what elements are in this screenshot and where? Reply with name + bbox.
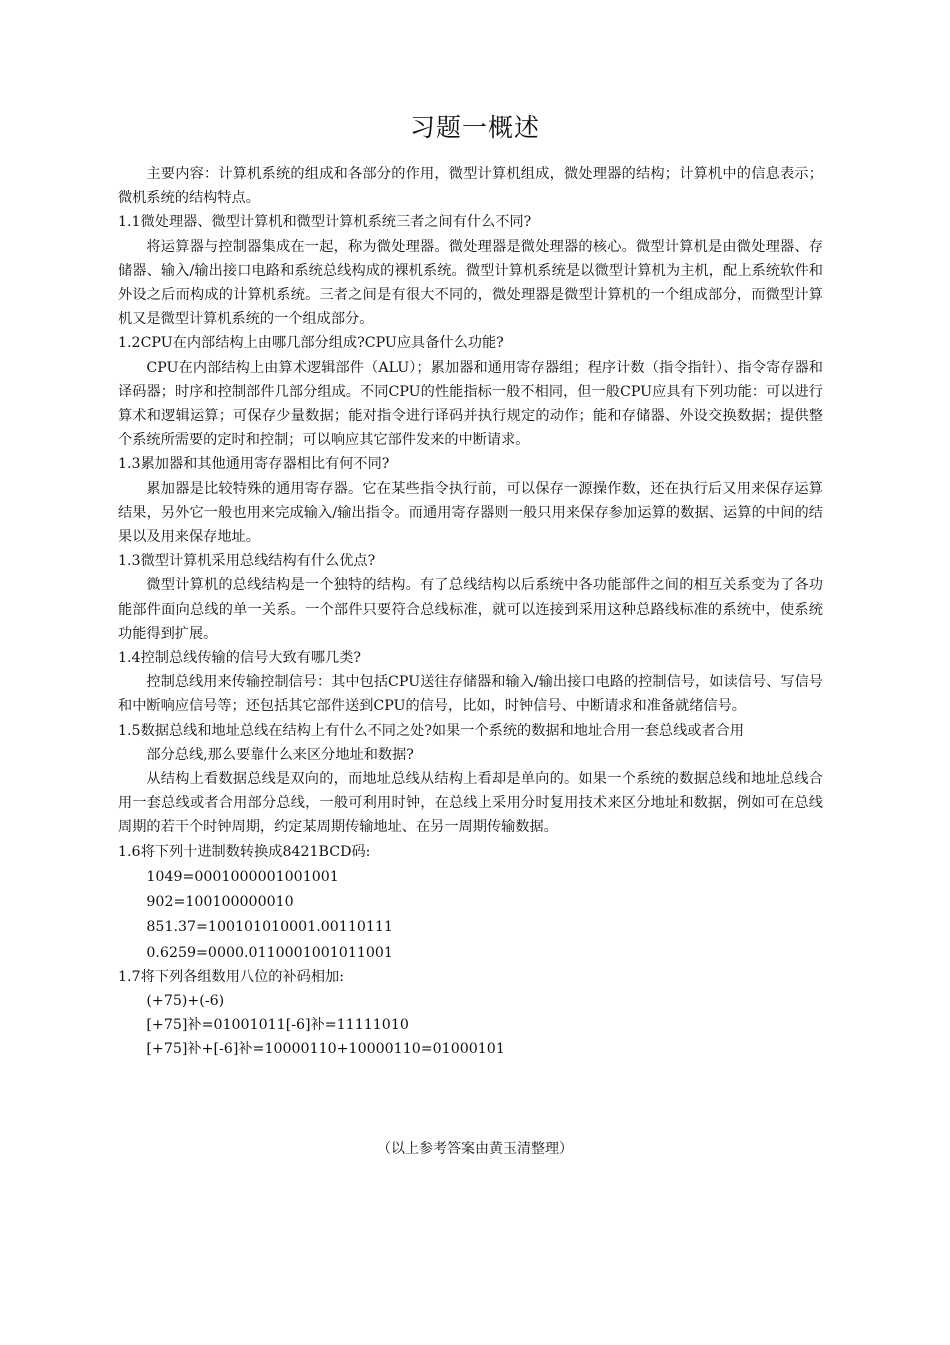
question-1-3b: 1.3微型计算机采用总线结构有什么优点? [118,553,376,570]
bcd-line: 902=100100000010 [146,894,294,911]
question-1-2: 1.2CPU在内部结构上由哪几部分组成?CPU应具备什么功能? [118,335,504,352]
question-1-5-line-2: 部分总线,那么要靠什么来区分地址和数据? [146,746,414,763]
question-1-1: 1.1微处理器、微型计算机和微型计算机系统三者之间有什么不同? [118,214,532,231]
bcd-line: 1049=0001000001001001 [146,868,339,885]
complement-line: (+75)+(-6) [146,992,225,1009]
answer-1-1: 将运算器与控制器集成在一起，称为微处理器。微处理器是微处理器的核心。微型计算机是由微处理器、存储器、输入/输出接口电路和系统总线构成的裸机系统。微型计算机系统是以微型计算机为主机，配上系统软件和外设之后而构成的计算机系统。三者之间是有很大不同的，微处理器是微型计算机的一个组成部分，而微型计算机又是微型计算机系统的一个组成部分。 [118,238,823,328]
answer-1-5: 从结构上看数据总线是双向的，而地址总线从结构上看却是单向的。如果一个系统的数据总线和地址总线合用一套总线或者合用部分总线，一般可利用时钟，在总线上采用分时复用技术来区分地址和数据，例如可在总线周期的若干个时钟周期，约定某周期传输地址、在另一周期传输数据。 [118,771,823,836]
answer-1-3a: 累加器是比较特殊的通用寄存器。它在某些指令执行前，可以保存一源操作数，还在执行后又用来保存运算结果，另外它一般也用来完成输入/输出指令。而通用寄存器则一般只用来保存参加运算的数据、运算的中间的结果以及用来保存地址。 [118,480,823,546]
question-1-7: 1.7将下列各组数用八位的补码相加: [118,968,344,985]
question-1-4: 1.4控制总线传输的信号大致有哪几类? [118,650,361,667]
document-body [118,162,823,1062]
footer-note: （以上参考答案由黄玉清整理） [377,1141,573,1157]
answer-1-3b: 微型计算机的总线结构是一个独特的结构。有了总线结构以后系统中各功能部件之间的相互关系变为了各功能部件面向总线的单一关系。一个部件只要符合总线标准，就可以连接到采用这种总路线标准的系统中，使系统功能得到扩展。 [118,577,823,642]
question-1-5 [118,719,823,767]
bcd-line: 0.6259=0000.0110001001011001 [146,944,393,961]
answer-1-4: 控制总线用来传输控制信号：其中包括CPU送往存储器和输入/输出接口电路的控制信号，如读信号、写信号和中断响应信号等；还包括其它部件送到CPU的信号，比如，时钟信号、中断请求和准备就绪信号。 [118,674,823,715]
intro-paragraph: 主要内容：计算机系统的组成和各部分的作用，微型计算机组成，微处理器的结构；计算机中的信息表示；微机系统的结构特点。 [118,166,823,207]
answer-1-2: CPU在内部结构上由算术逻辑部件（ALU）；累加器和通用寄存器组；程序计数（指令指针）、指令寄存器和译码器；时序和控制部件几部分组成。不同CPU的性能指标一般不相同，但一般CPU应具有下列功能：可以进行算术和逻辑运算；可保存少量数据；能对指令进行译码并执行规定的动作；能和存储器、外设交换数据；提供整个系统所需要的定时和控制；可以响应其它部件发来的中断请求。 [118,359,823,449]
question-1-5-line-1: 1.5数据总线和地址总线在结构上有什么不同之处?如果一个系统的数据和地址合用一套总线或者合用 [118,722,745,739]
question-1-6: 1.6将下列十进制数转换成8421BCD码: [118,843,371,860]
complement-line: [+75]补+[-6]补=10000110+10000110=01000101 [146,1041,505,1058]
question-1-3a: 1.3累加器和其他通用寄存器相比有何不同? [118,456,390,473]
complement-line: [+75]补=01001011[-6]补=11111010 [146,1017,409,1034]
page-title: 习题一概述 [409,113,540,142]
bcd-line: 851.37=100101010001.00110111 [146,919,393,936]
